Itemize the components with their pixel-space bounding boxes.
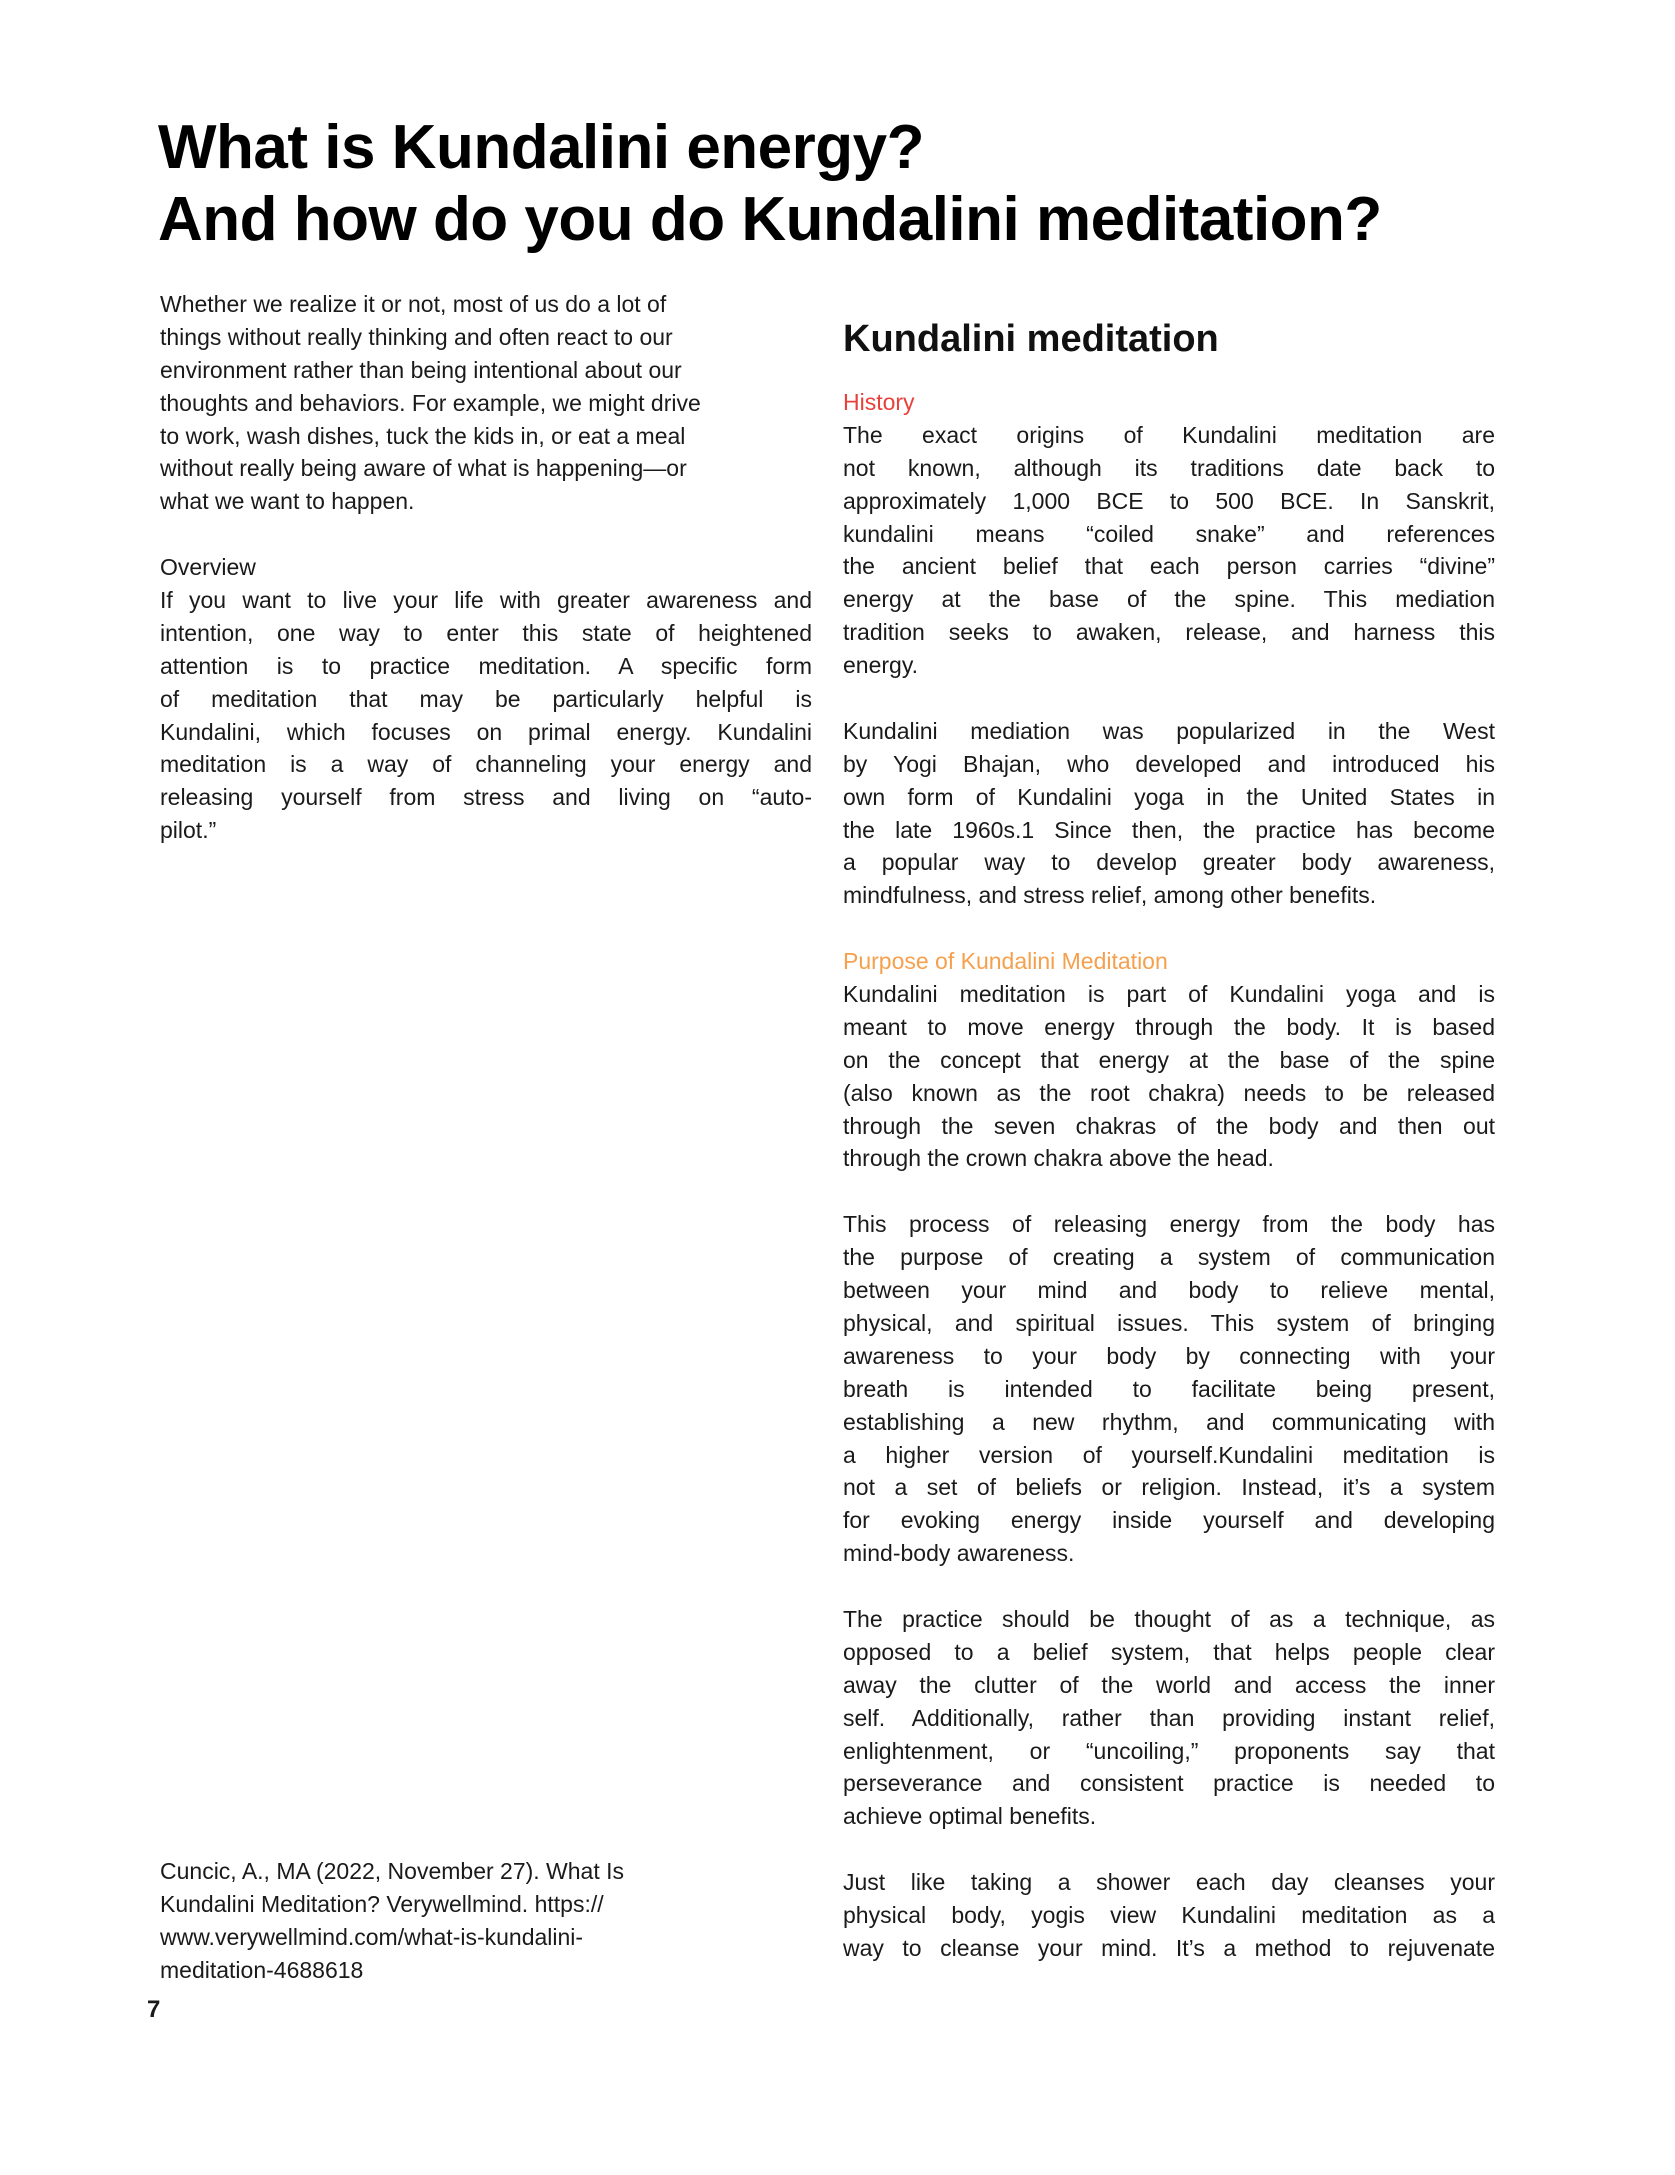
text-line: between your mind and body to relieve mental, xyxy=(843,1277,1495,1304)
text-line: a popular way to develop greater body awareness, xyxy=(843,849,1495,876)
text-line: mind-body awareness. xyxy=(843,1540,1075,1567)
overview-paragraph xyxy=(160,584,812,847)
text-line: meditation is a way of channeling your energy and xyxy=(160,751,812,778)
text-line: breath is intended to facilitate being present, xyxy=(843,1375,1495,1402)
history-paragraph xyxy=(843,419,1495,682)
text-line: Just like taking a shower each day cleanses your xyxy=(843,1869,1495,1896)
text-line: thoughts and behaviors. For example, we might drive xyxy=(160,389,701,416)
text-line: the late 1960s.1 Since then, the practice has become xyxy=(843,816,1495,843)
page-title xyxy=(158,112,1382,256)
purpose-paragraph xyxy=(843,978,1495,1175)
text-line: The practice should be thought of as a technique, as xyxy=(843,1605,1495,1632)
text-line: perseverance and consistent practice is needed to xyxy=(843,1770,1495,1797)
text-line: meant to move energy through the body. It is based xyxy=(843,1013,1495,1040)
text-line: not known, although its traditions date back to xyxy=(843,454,1495,481)
text-line: energy at the base of the spine. This mediation xyxy=(843,586,1495,613)
text-line: own form of Kundalini yoga in the United States in xyxy=(843,783,1495,810)
right-column xyxy=(843,386,1495,1965)
text-line: Whether we realize it or not, most of us do a lot of xyxy=(160,291,667,317)
text-line: intention, one way to enter this state of heightened xyxy=(160,619,812,646)
text-line: physical, and spiritual issues. This system of bringing xyxy=(843,1309,1495,1336)
practice-paragraph xyxy=(843,1603,1495,1833)
text-line: to work, wash dishes, tuck the kids in, or eat a meal xyxy=(160,422,686,449)
text-line: way to cleanse your mind. It’s a method to rejuvenate xyxy=(843,1934,1495,1961)
text-line: not a set of beliefs or religion. Instead, it’s a system xyxy=(843,1474,1495,1501)
text-line: by Yogi Bhajan, who developed and introduced his xyxy=(843,750,1495,777)
text-line: releasing yourself from stress and living on “auto- xyxy=(160,784,812,811)
popularized-paragraph xyxy=(843,715,1495,912)
text-line: through the crown chakra above the head. xyxy=(843,1145,1274,1172)
text-line: (also known as the root chakra) needs to be released xyxy=(843,1079,1495,1106)
text-line: achieve optimal benefits. xyxy=(843,1803,1097,1830)
text-line: the purpose of creating a system of communication xyxy=(843,1244,1495,1271)
text-line: without really being aware of what is happening—or xyxy=(160,455,687,482)
text-line: attention is to practice meditation. A specific form xyxy=(160,652,812,679)
text-line: away the clutter of the world and access the inner xyxy=(843,1671,1495,1698)
shower-paragraph xyxy=(843,1866,1495,1965)
text-line: This process of releasing energy from the body has xyxy=(843,1211,1495,1238)
text-line: environment rather than being intentional about our xyxy=(160,356,682,383)
text-line: energy. xyxy=(843,652,919,679)
text-line: mindfulness, and stress relief, among other benefits. xyxy=(843,882,1377,909)
purpose-label: Purpose of Kundalini Meditation xyxy=(843,948,1168,975)
text-line: through the seven chakras of the body and then out xyxy=(843,1112,1495,1139)
text-line: Kundalini meditation is part of Kundalini yoga and is xyxy=(843,981,1495,1008)
text-line: a higher version of yourself.Kundalini meditation is xyxy=(843,1441,1495,1468)
text-line: Kundalini Meditation? Verywellmind. https:// xyxy=(160,1890,604,1917)
title-line-2: And how do you do Kundalini meditation? xyxy=(158,185,1382,254)
text-line: things without really thinking and often react to our xyxy=(160,323,673,350)
text-line: approximately 1,000 BCE to 500 BCE. In Sanskrit, xyxy=(843,487,1495,514)
overview-label: Overview xyxy=(160,554,256,581)
text-line: pilot.” xyxy=(160,817,217,844)
citation xyxy=(160,1855,812,1987)
text-line: on the concept that energy at the base of the spine xyxy=(843,1046,1495,1073)
text-line: awareness to your body by connecting with your xyxy=(843,1342,1495,1369)
text-line: what we want to happen. xyxy=(160,488,415,515)
text-line: establishing a new rhythm, and communicating with xyxy=(843,1408,1495,1435)
title-line-1: What is Kundalini energy? xyxy=(158,113,925,182)
text-line: www.verywellmind.com/what-is-kundalini- xyxy=(160,1923,584,1950)
text-line: kundalini means “coiled snake” and references xyxy=(843,520,1495,547)
intro-paragraph xyxy=(160,288,812,518)
text-line: Cuncic, A., MA (2022, November 27). What Is xyxy=(160,1858,625,1884)
text-line: If you want to live your life with greater awareness and xyxy=(160,587,812,614)
left-column xyxy=(160,288,812,847)
text-line: the ancient belief that each person carries “divine” xyxy=(843,553,1495,580)
text-line: physical body, yogis view Kundalini meditation as a xyxy=(843,1901,1495,1928)
text-line: of meditation that may be particularly helpful is xyxy=(160,685,812,712)
text-line: self. Additionally, rather than providing instant relief, xyxy=(843,1704,1495,1731)
text-line: enlightenment, or “uncoiling,” proponents say that xyxy=(843,1737,1495,1764)
text-line: opposed to a belief system, that helps people clear xyxy=(843,1638,1495,1665)
text-line: meditation-4688618 xyxy=(160,1956,364,1983)
history-label: History xyxy=(843,389,915,415)
section-heading: Kundalini meditation xyxy=(843,318,1219,360)
text-line: Kundalini mediation was popularized in the West xyxy=(843,717,1495,744)
text-line: Kundalini, which focuses on primal energy. Kundalini xyxy=(160,718,812,745)
text-line: tradition seeks to awaken, release, and harness this xyxy=(843,619,1495,646)
process-paragraph xyxy=(843,1208,1495,1570)
page-number: 7 xyxy=(147,1996,161,2023)
text-line: The exact origins of Kundalini meditation are xyxy=(843,421,1495,448)
text-line: for evoking energy inside yourself and developing xyxy=(843,1507,1495,1534)
